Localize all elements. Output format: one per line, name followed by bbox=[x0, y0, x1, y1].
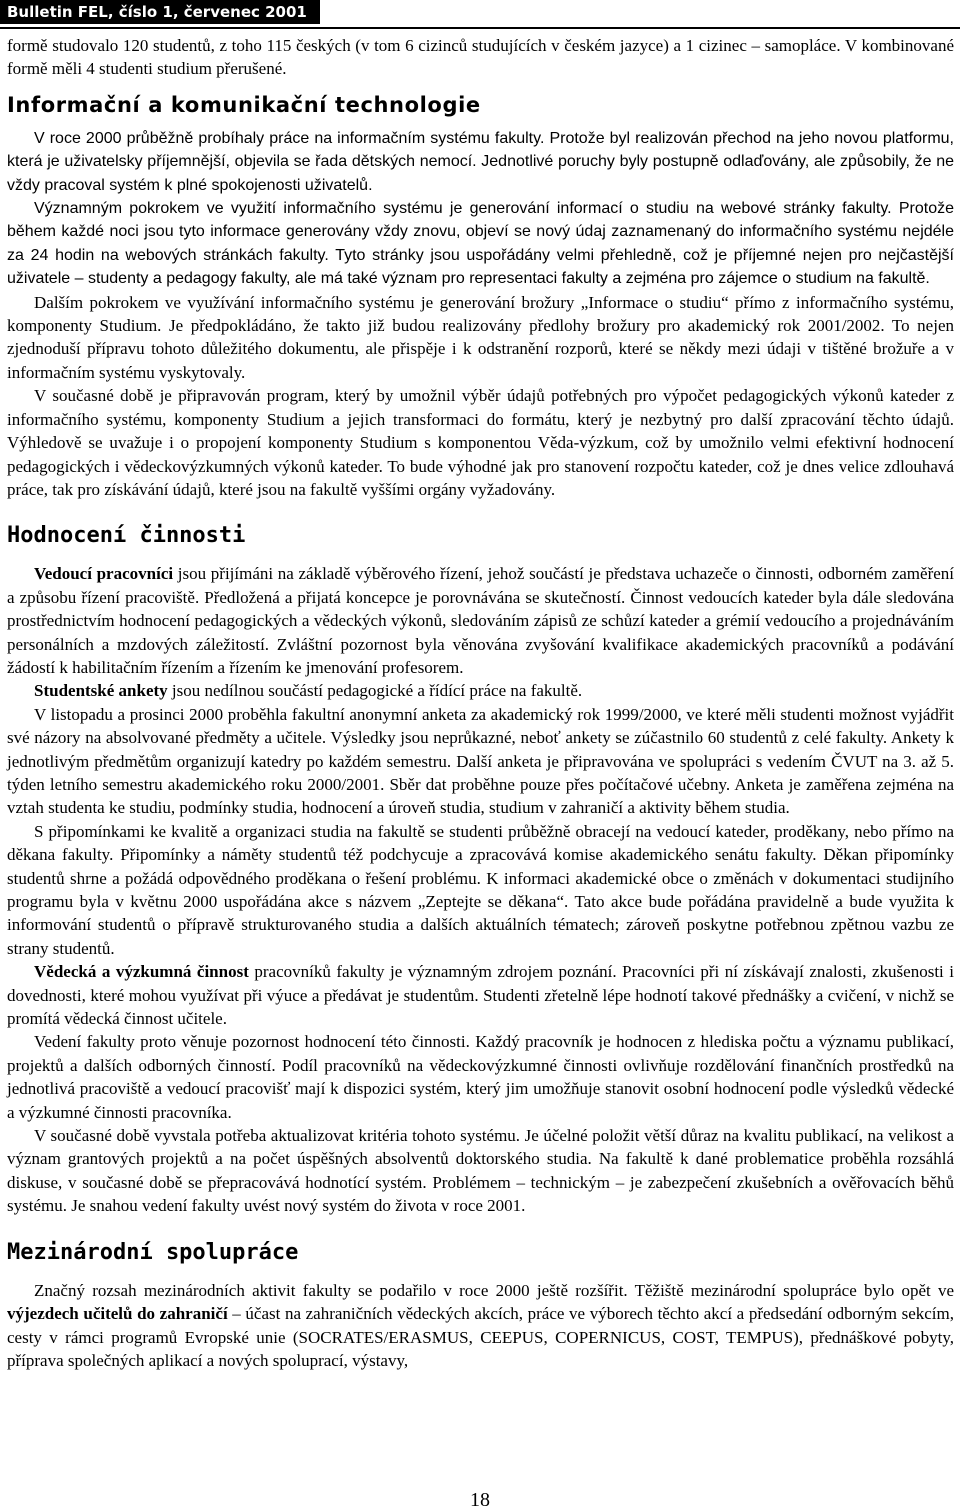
ikt-paragraph-4: V současné době je připravován program, který by umožnil výběr údajů potřebných pro výpočet pedagogických výkonů kateder z informačního systému, komponenty Studium a jejich transformaci do formátu, který je nezbytný pro další zpracování těchto údajů. Výhledově se uvažuje i o propojení komponenty Studium s komponentou Věda-výzkum, což by umožnilo velmi efektivní hodnocení pedagogických i vědeckovýzkumných výkonů kateder. To bude výhodné jak pro stanovení rozpočtu kateder, což je dnes velice zdlouhavá práce, tak pro získávání údajů, které jsou na fakultě vyššími orgány vyžadovány. bbox=[7, 386, 954, 499]
bulletin-header: Bulletin FEL, číslo 1, červenec 2001 bbox=[0, 0, 320, 24]
paragraph-text: jsou nedílnou součástí pedagogické a řídící práce na fakultě. bbox=[167, 681, 583, 701]
hodnoceni-paragraph-7: V současné době vyvstala potřeba aktualizovat kritéria tohoto systému. Je účelné položit větší důraz na kvalitu publikací, na velikost a význam grantových projektů a na počet úspěšných absolventů doktorského studia. Na fakultě k dané problematice proběhla rozsáhlá diskuse, v současné době se přepracovává hodnotící systém. Problémem – technickým – je zabezpečení zkušebních a ověřovacích běhů systému. Je snahou vedení fakulty uvést nový systém do života v roce 2001. bbox=[7, 1126, 954, 1216]
intro-paragraph: formě studovalo 120 studentů, z toho 115 českých (v tom 6 cizinců studujících v českém jazyce) a 1 cizinec – samopláce. V kombinované formě měli 4 studenti studium přerušené. bbox=[7, 36, 954, 79]
page-number: 18 bbox=[470, 1489, 490, 1511]
hodnoceni-paragraph-2 bbox=[7, 679, 954, 702]
section-heading-ikt: Informační a komunikační technologie bbox=[7, 92, 481, 117]
hodnoceni-paragraph-6: Vedení fakulty proto věnuje pozornost hodnocení této činnosti. Každý pracovník je hodnocen z hlediska počtu a významu publikací, projektů a dalších odborných činností. Podíl pracovníků na vědeckovýzkumné činnosti ovlivňuje rozdělování finančních prostředků na jednotlivá pracoviště a vedoucí pracovišť mají k dispozici systém, který jim umožňuje stanovit osobní hodnocení podle výsledků vědecké a výzkumné činnosti pracovníka. bbox=[7, 1032, 954, 1122]
ikt-paragraph-1: V roce 2000 průběžně probíhaly práce na informačním systému fakulty. Protože byl realizován přechod na jeho novou platformu, která je uživatelsky příjemnější, objevila se řada dětských nemocí. Jednotlivé poruchy byly postupně odlaďovány, ale způsobily, že ne vždy pracoval systém k plné spokojenosti uživatelů. bbox=[7, 129, 954, 194]
paragraph-text: jsou přijímáni na základě výběrového řízení, jehož součástí je představa uchazeče o činnosti, odborném zaměření a způsobu řízení pracoviště. Předložená a přijatá koncepce je porovnávána se skutečností. Činnost vedoucích kateder byla dále sledována prostřednictvím hodnocení pedagogických a vědeckých výkonů, sledováním zápisů ze schůzí kateder a grémií vedoucího a projednáváním personálních a mzdových záležitostí. Zvláštní pozornost byla věnována zvyšování kvalifikace akademických pracovníků a podávání žádostí k habilitačním řízením a řízením ke jmenování profesorem. bbox=[7, 564, 954, 677]
hodnoceni-paragraph-3: V listopadu a prosinci 2000 proběhla fakultní anonymní anketa za akademický rok 1999/2000, ve které měli studenti možnost vyjádřit své názory na absolvované předměty a učitele. Výsledky jsou neprůkazné, neboť ankety se zúčastnilo 60 studentů z celé fakulty. Ankety k jednotlivým předmětům organizují katedry po každém semestru. Další anketa je připravována ve spolupráci s vedením ČVUT na 3. až 5. týden letního semestru akademického roku 2000/2001. Sběr dat proběhne pouze přes počítačové učebny. Anketa je zaměřena zejména na vztah studenta ke studiu, podmínky studia, hodnocení a úroveň studia, studium v zahraničí a aktivity během studia. bbox=[7, 704, 954, 818]
ikt-paragraph-2: Významným pokrokem ve využití informačního systému je generování informací o studiu na webové stránky fakulty. Protože během každé noci jsou tyto informace generovány vždy znovu, objeví se nový údaj zaznamenaný do informačního systému nejdéle za 24 hodin na webových stránkách fakulty. Tyto stránky jsou uspořádány velmi přehledně, což je příjemné nejen pro nejčastější uživatele – studenty a pedagogy fakulty, ale má také význam pro representaci fakulty a zejména pro zájemce o studium na fakultě. bbox=[7, 200, 954, 288]
section-heading-hodnoceni: Hodnocení činnosti bbox=[7, 523, 246, 549]
page-content bbox=[7, 34, 954, 1372]
hodnoceni-paragraph-1 bbox=[7, 562, 954, 679]
bold-lead-veda: Vědecká a výzkumná činnost bbox=[34, 962, 249, 982]
paragraph-text: Značný rozsah mezinárodních aktivit fakulty se podařilo v roce 2000 ještě rozšířit. Těžiště mezinárodní spolupráce bylo opět ve bbox=[34, 1280, 954, 1300]
hodnoceni-paragraph-4: S připomínkami ke kvalitě a organizaci studia na fakultě se studenti průběžně obracejí na vedoucí kateder, proděkany, nebo přímo na děkana fakulty. Připomínky a náměty studentů též podchycuje a zpracovává komise akademického senátu fakulty. Děkan připomínky studentů shrne a požádá odpovědného proděkana o řešení problému. K informaci akademické obce o změnách v dokumentaci studijního programu byla v květnu 2000 uspořádána akce s názvem „Zeptejte se děkana“. Tato akce bude pořádána pravidelně a bude využita k informování studentů o přípravě strukturovaného studia a dalších aktuálních tématech; zároveň poskytne potřebnou zpětnou vazbu ze strany studentů. bbox=[7, 821, 954, 958]
mezinarodni-paragraph-1 bbox=[7, 1279, 954, 1373]
bold-lead-vedouci: Vedoucí pracovníci bbox=[34, 564, 174, 584]
paragraph-text: pracovníků fakulty je významným zdrojem poznání. Pracovníci při ní získávají znalosti, zkušenosti i dovednosti, které mohou využívat při výuce a předávat je studentům. Studenti zřetelně lépe hodnotí takové přednášky a cvičení, v nichž se promítá vědecká činnost učitele. bbox=[7, 962, 954, 1029]
paragraph-text: – účast na zahraničních vědeckých akcích, práce ve výborech těchto akcí a předsedání odborným sekcím, cesty v rámci programů Evropské unie (SOCRATES/ERASMUS, CEEPUS, COPERNICUS, COST, TEMPUS), přednáškové pobyty, příprava společných aplikací a nových spoluprací, výstavy, bbox=[7, 1304, 954, 1370]
header-rule bbox=[0, 27, 960, 29]
bold-lead-vyjezdy: výjezdech učitelů do zahraničí bbox=[7, 1304, 228, 1324]
ikt-paragraph-3: Dalším pokrokem ve využívání informačního systému je generování brožury „Informace o studiu“ přímo z informačního systému, komponenty Studium. Je předpokládáno, že takto již budou realizovány předlohy brožury pro akademický rok 2001/2002. To nejen zjednoduší přípravu tohoto důležitého dokumentu, ale přispěje i k odstranění rozporů, které se někdy mezi údaji v tištěné brožuře a v informačním systému vyskytovaly. bbox=[7, 292, 954, 382]
hodnoceni-paragraph-5 bbox=[7, 960, 954, 1030]
bold-lead-ankety: Studentské ankety bbox=[34, 681, 168, 701]
section-heading-mezinarodni: Mezinárodní spolupráce bbox=[7, 1239, 299, 1265]
